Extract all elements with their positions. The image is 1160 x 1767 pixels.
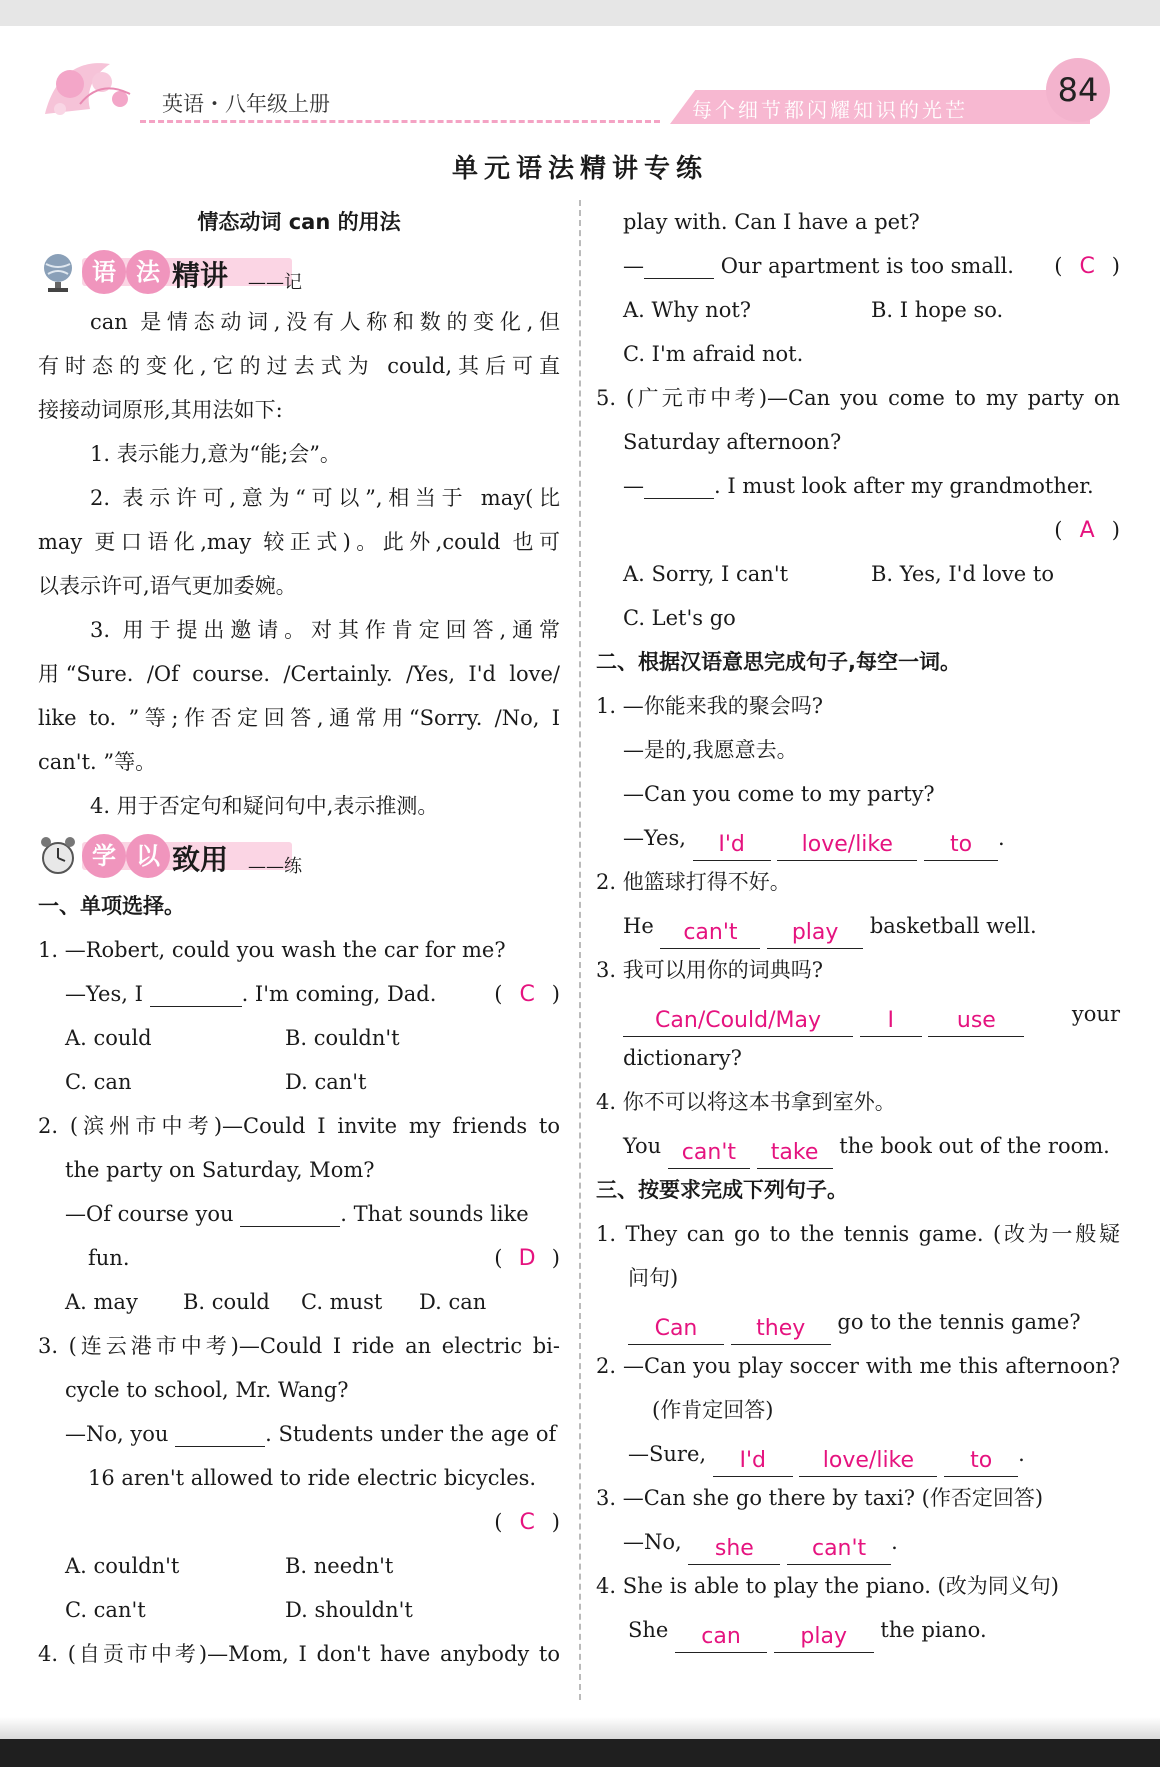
answer-blank xyxy=(150,976,242,1007)
question-line xyxy=(38,1412,560,1456)
option: A. may xyxy=(65,1290,138,1314)
question-line: 3. —Can she go there by taxi? (作否定回答) xyxy=(596,1486,1044,1510)
answer-blank: I'd xyxy=(693,830,771,861)
answer-blank: she xyxy=(688,1534,780,1565)
answer-blank: use xyxy=(928,1006,1024,1037)
question-line xyxy=(38,1192,560,1236)
question-text: fun. xyxy=(88,1246,130,1270)
question-text: He xyxy=(623,914,654,938)
practice-banner xyxy=(38,828,560,884)
question-line: 4. 你不可以将这本书拿到室外。 xyxy=(596,1090,896,1114)
option: D. can xyxy=(419,1290,487,1314)
column-divider xyxy=(579,200,581,1700)
question-line: play with. Can I have a pet? xyxy=(623,210,920,234)
question-text: —Yes, I xyxy=(65,982,143,1006)
options-row xyxy=(596,552,1120,596)
question-line xyxy=(596,904,1120,948)
grammar-line: 用“Sure. /Of course. /Certainly. /Yes, I'd love/ xyxy=(38,662,560,686)
grammar-line: may 更口语化,may 较正式)。此外,could 也可 xyxy=(38,530,560,554)
question-line: —Yes, I'd love/like to . xyxy=(596,816,1120,860)
top-bar xyxy=(0,0,1160,26)
question-text: Our apartment is too small. xyxy=(720,254,1014,278)
question-text: go to the tennis game? xyxy=(837,1310,1081,1334)
grammar-line: 4. 用于否定句和疑问句中,表示推测。 xyxy=(90,794,439,818)
answer-blank: love/like xyxy=(777,830,917,861)
question-line: Saturday afternoon? xyxy=(623,430,842,454)
option: B. couldn't xyxy=(285,1026,400,1050)
page-bottom-shade xyxy=(0,1717,1160,1739)
question-text: . That sounds like xyxy=(340,1202,529,1226)
question-line: —是的,我愿意去。 xyxy=(623,738,798,762)
question-text: —Sure, xyxy=(628,1442,707,1466)
question-line xyxy=(596,1608,1120,1652)
question-line: 5. (广元市中考)—Can you come to my party on xyxy=(596,386,1120,410)
question-text: the piano. xyxy=(880,1618,987,1642)
question-line: 2. 他篮球打得不好。 xyxy=(596,870,791,894)
section-title: 情态动词 can 的用法 xyxy=(197,210,401,234)
answer-blank: can't xyxy=(787,1534,891,1565)
options-row xyxy=(38,1280,560,1324)
grammar-line: 2. 表示许可,意为“可以”,相当于 may(比 xyxy=(90,486,560,510)
slogan: 每个细节都闪耀知识的光芒 xyxy=(692,98,968,122)
grammar-line: like to. ”等;作否定回答,通常用“Sorry. /No, I xyxy=(38,706,560,730)
choice-answer: C xyxy=(1079,254,1095,279)
question-line: — . I must look after my grandmother. xyxy=(596,464,1120,508)
answer-blank xyxy=(175,1416,265,1447)
question-line: 3. (连云港市中考)—Could I ride an electric bi- xyxy=(38,1334,560,1358)
answer-blank: can xyxy=(675,1622,767,1653)
answer-blank: Can/Could/May xyxy=(623,1006,853,1037)
option: D. shouldn't xyxy=(285,1598,413,1622)
answer-blank: can't xyxy=(668,1138,750,1169)
question-line: 问句) xyxy=(628,1266,679,1290)
banner-tail: ——练 xyxy=(248,856,302,877)
right-column xyxy=(596,200,1120,1652)
options-row xyxy=(38,1060,560,1104)
option: B. I hope so. xyxy=(871,298,1004,322)
answer-blank: they xyxy=(731,1314,831,1345)
option: C. can xyxy=(65,1070,132,1094)
question-line: —Yes, I . I'm coming, Dad. ( C ) xyxy=(38,972,560,1016)
grammar-line: can't. ”等。 xyxy=(38,750,157,774)
option: C. Let's go xyxy=(623,606,736,630)
question-line xyxy=(596,992,1120,1036)
option: A. Why not? xyxy=(623,298,752,322)
question-line: 1. They can go to the tennis game. (改为一般疑 xyxy=(596,1222,1120,1246)
banner-tail: ——记 xyxy=(248,272,302,293)
question-line: —Can you come to my party? xyxy=(623,782,935,806)
answer-blank: play xyxy=(774,1622,874,1653)
grammar-line: 有时态的变化,它的过去式为 could,其后可直 xyxy=(38,354,560,378)
banner-bubble: 语 xyxy=(82,250,126,294)
answer-blank: to xyxy=(944,1446,1018,1477)
question-line: 16 aren't allowed to ride electric bicycles. xyxy=(88,1466,537,1490)
grammar-line: 3. 用于提出邀请。对其作肯定回答,通常 xyxy=(90,618,560,642)
grammar-line: 1. 表示能力,意为“能;会”。 xyxy=(90,442,341,466)
question-text: . Students under the age of xyxy=(265,1422,557,1446)
option: B. needn't xyxy=(285,1554,394,1578)
question-text: . I'm coming, Dad. xyxy=(241,982,437,1006)
options-row xyxy=(38,1016,560,1060)
option: C. must xyxy=(301,1290,383,1314)
banner-bubble: 以 xyxy=(126,834,170,878)
question-line: ( A ) xyxy=(596,508,1120,552)
question-line: cycle to school, Mr. Wang? xyxy=(65,1378,349,1402)
question-line: —No, she can't . xyxy=(596,1520,1120,1564)
option: A. couldn't xyxy=(65,1554,180,1578)
question-line: 1. —你能来我的聚会吗? xyxy=(596,694,823,718)
option: B. Yes, I'd love to xyxy=(871,562,1054,586)
question-line: 1. —Robert, could you wash the car for me? xyxy=(38,938,506,962)
page-number: 84 xyxy=(1046,58,1110,122)
option: A. Sorry, I can't xyxy=(623,562,789,586)
options-row xyxy=(596,288,1120,332)
question-text: —Of course you xyxy=(65,1202,234,1226)
answer-blank: love/like xyxy=(799,1446,937,1477)
grammar-line: 以表示许可,语气更加委婉。 xyxy=(38,574,297,598)
answer-blank: I xyxy=(860,1006,922,1037)
grammar-line: can 是情态动词,没有人称和数的变化,但 xyxy=(90,310,560,334)
question-line: fun. ( D ) xyxy=(38,1236,560,1280)
question-line xyxy=(596,1124,1120,1168)
question-text: She xyxy=(628,1618,669,1642)
option: B. could xyxy=(183,1290,270,1314)
question-line: 4. She is able to play the piano. (改为同义句) xyxy=(596,1574,1059,1598)
globe-icon xyxy=(38,250,78,294)
options-row xyxy=(38,1544,560,1588)
question-line: 4. (自贡市中考)—Mom, I don't have anybody to xyxy=(38,1642,560,1666)
options-row xyxy=(38,1588,560,1632)
answer-blank xyxy=(240,1196,340,1227)
choice-answer: C xyxy=(519,982,535,1007)
answer-blank: I'd xyxy=(713,1446,793,1477)
bottom-bar xyxy=(0,1739,1160,1767)
option: C. can't xyxy=(65,1598,146,1622)
option: A. could xyxy=(65,1026,152,1050)
choice-answer: C xyxy=(519,1510,535,1535)
part1-heading: 一、单项选择。 xyxy=(38,894,185,918)
question-text: —Yes, xyxy=(623,826,686,850)
answer-blank xyxy=(644,248,714,279)
question-line xyxy=(596,1300,1120,1344)
choice-answer: A xyxy=(1079,518,1095,543)
left-column xyxy=(38,200,560,1676)
option: D. can't xyxy=(285,1070,367,1094)
choice-answer: D xyxy=(518,1246,536,1271)
question-line: the party on Saturday, Mom? xyxy=(65,1158,375,1182)
question-line: dictionary? xyxy=(623,1046,742,1070)
part3-heading: 三、按要求完成下列句子。 xyxy=(596,1178,848,1202)
question-line: 2. —Can you play soccer with me this afternoon? xyxy=(596,1354,1120,1378)
answer-blank xyxy=(644,468,714,499)
banner-bubble: 学 xyxy=(82,834,126,878)
answer-blank: to xyxy=(924,830,998,861)
question-line: — Our apartment is too small. ( C ) xyxy=(596,244,1120,288)
answer-blank: Can xyxy=(628,1314,724,1345)
banner-word: 致用 xyxy=(172,843,229,876)
option: C. I'm afraid not. xyxy=(623,342,804,366)
question-text: You xyxy=(623,1134,662,1158)
question-text: basketball well. xyxy=(869,914,1037,938)
alarm-clock-icon xyxy=(38,834,78,878)
question-line: (作肯定回答) xyxy=(652,1398,774,1422)
grammar-banner xyxy=(38,244,560,300)
question-line: —Sure, I'd love/like to . xyxy=(596,1432,1120,1476)
question-text: —No, you xyxy=(65,1422,169,1446)
question-line: 3. 我可以用你的词典吗? xyxy=(596,958,823,982)
answer-blank: can't xyxy=(660,918,760,949)
page-header xyxy=(40,50,1120,130)
grammar-line: 接接动词原形,其用法如下: xyxy=(38,398,283,422)
question-line: ( C ) xyxy=(38,1500,560,1544)
banner-word: 精讲 xyxy=(172,259,229,292)
page-title: 单元语法精讲专练 xyxy=(451,154,708,184)
answer-blank: play xyxy=(767,918,863,949)
question-line: 2. (滨州市中考)—Could I invite my friends to xyxy=(38,1114,560,1138)
question-text: your xyxy=(1071,1002,1120,1026)
banner-bubble: 法 xyxy=(126,250,170,294)
flower-ornament-icon xyxy=(40,54,140,124)
book-title: 英语・八年级上册 xyxy=(162,92,330,116)
question-text: —No, xyxy=(623,1530,682,1554)
part2-heading: 二、根据汉语意思完成句子,每空一词。 xyxy=(596,650,961,674)
question-text: . I must look after my grandmother. xyxy=(714,474,1094,498)
question-text: the book out of the room. xyxy=(839,1134,1110,1158)
header-dashed-line xyxy=(140,120,660,123)
answer-blank: take xyxy=(757,1138,833,1169)
